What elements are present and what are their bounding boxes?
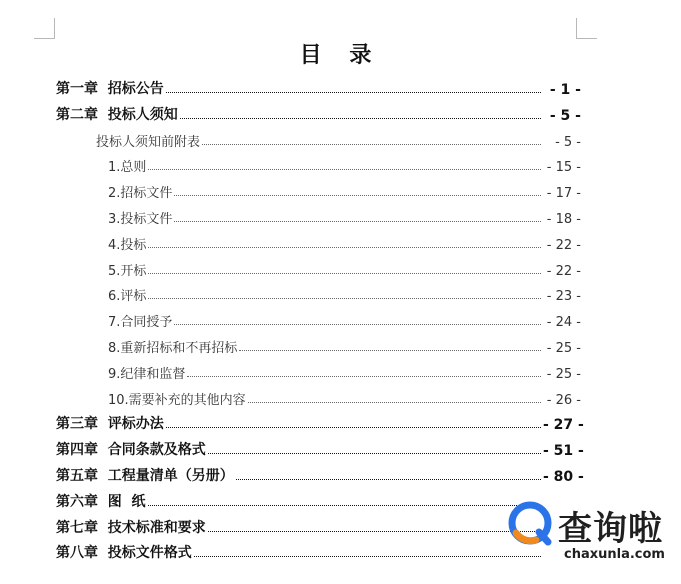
dot-leader <box>239 350 541 351</box>
toc-section-entry[interactable] <box>108 388 581 408</box>
toc-section-entry[interactable] <box>96 130 581 150</box>
page-corner-mark <box>34 18 55 39</box>
dot-leader <box>174 195 541 196</box>
toc-page-number: - 22 - <box>546 263 581 279</box>
toc-page-number: - 5 - <box>555 134 581 150</box>
toc-section-entry[interactable] <box>108 259 581 279</box>
dot-leader <box>236 479 541 480</box>
dot-leader <box>180 118 541 119</box>
watermark-brand: 查询啦 <box>558 509 663 549</box>
toc-entry-label: 第六章 图 纸 <box>56 493 146 510</box>
dot-leader <box>202 144 541 145</box>
watermark-url: chaxunla.com <box>564 547 665 562</box>
toc-section-entry[interactable] <box>108 207 581 227</box>
toc-section-entry[interactable] <box>108 284 581 304</box>
toc-page-number: - 25 - <box>546 366 581 382</box>
toc-entry-label: 第三章 评标办法 <box>56 416 164 433</box>
toc-entry-label: 10.需要补充的其他内容 <box>108 392 246 408</box>
toc-entry-label: 第五章 工程量清单（另册） <box>56 468 234 484</box>
dot-leader <box>166 92 541 93</box>
watermark <box>506 497 676 577</box>
toc-section-entry[interactable] <box>108 362 581 382</box>
toc-entry-label: 1.总则 <box>108 160 147 176</box>
dot-leader <box>166 427 541 428</box>
toc-title: 目 录 <box>299 43 382 68</box>
dot-leader <box>148 505 542 506</box>
toc-entry-label: 3.投标文件 <box>108 212 173 227</box>
dot-leader <box>194 556 541 557</box>
toc-entry-label: 第一章 招标公告 <box>56 81 164 97</box>
toc-page-number: - 25 - <box>546 341 581 356</box>
toc-page-number: - 22 - <box>546 237 581 253</box>
toc-entry-label: 9.纪律和监督 <box>108 366 186 382</box>
toc-entry-label: 第四章 合同条款及格式 <box>56 442 206 459</box>
toc-entry-label: 第二章 投标人须知 <box>56 106 178 123</box>
dot-leader <box>148 298 541 299</box>
toc-chapter-entry[interactable] <box>56 491 581 511</box>
magnifier-logo-icon <box>506 499 554 547</box>
toc-chapter-entry[interactable] <box>56 104 581 124</box>
toc-chapter-entry[interactable] <box>56 517 581 537</box>
toc-page-number: - 27 - <box>543 417 584 434</box>
toc-section-entry[interactable] <box>108 336 581 356</box>
toc-page-number: - 51 - <box>543 443 584 460</box>
page-corner-mark <box>576 18 597 39</box>
dot-leader <box>148 273 541 274</box>
toc-entry-label: 4.投标 <box>108 237 147 253</box>
dot-leader <box>174 221 541 222</box>
toc-page-number: - 1 - <box>549 82 581 98</box>
toc-page-number: - 24 - <box>546 315 581 331</box>
toc-section-entry[interactable] <box>108 233 581 253</box>
dot-leader <box>148 169 541 170</box>
toc-section-entry[interactable] <box>108 181 581 201</box>
toc-page-number: - 80 - <box>543 469 584 485</box>
toc-chapter-entry[interactable] <box>56 465 584 485</box>
toc-entry-label: 6.评标 <box>108 289 147 305</box>
toc-page-number: - 17 - <box>546 186 581 202</box>
toc-entry-label: 第八章 投标文件格式 <box>56 545 192 562</box>
toc-entry-label: 2.招标文件 <box>108 186 173 202</box>
toc-page-number: - 23 - <box>546 289 581 305</box>
toc-page-number: - 5 - <box>549 107 581 124</box>
toc-section-entry[interactable] <box>108 155 581 175</box>
toc-page-number: - 26 - <box>546 392 581 408</box>
toc-chapter-entry[interactable] <box>56 78 581 98</box>
toc-chapter-entry[interactable] <box>56 413 584 434</box>
toc-entry-label: 8.重新招标和不再招标 <box>108 341 238 356</box>
dot-leader <box>187 376 541 377</box>
dot-leader <box>208 531 541 532</box>
dot-leader <box>174 324 541 325</box>
toc-page-number: - 15 - <box>546 160 581 176</box>
toc-section-entry[interactable] <box>108 310 581 330</box>
toc-chapter-entry[interactable] <box>56 542 581 562</box>
toc-entry-label: 投标人须知前附表 <box>96 134 201 150</box>
dot-leader <box>248 402 541 403</box>
toc-page-number: - 18 - <box>546 212 581 227</box>
toc-entry-label: 5.开标 <box>108 263 147 279</box>
toc-entry-label: 第七章 技术标准和要求 <box>56 519 206 536</box>
dot-leader <box>148 247 541 248</box>
toc-chapter-entry[interactable] <box>56 439 584 460</box>
dot-leader <box>208 453 541 454</box>
toc-entry-label: 7.合同授予 <box>108 315 173 331</box>
